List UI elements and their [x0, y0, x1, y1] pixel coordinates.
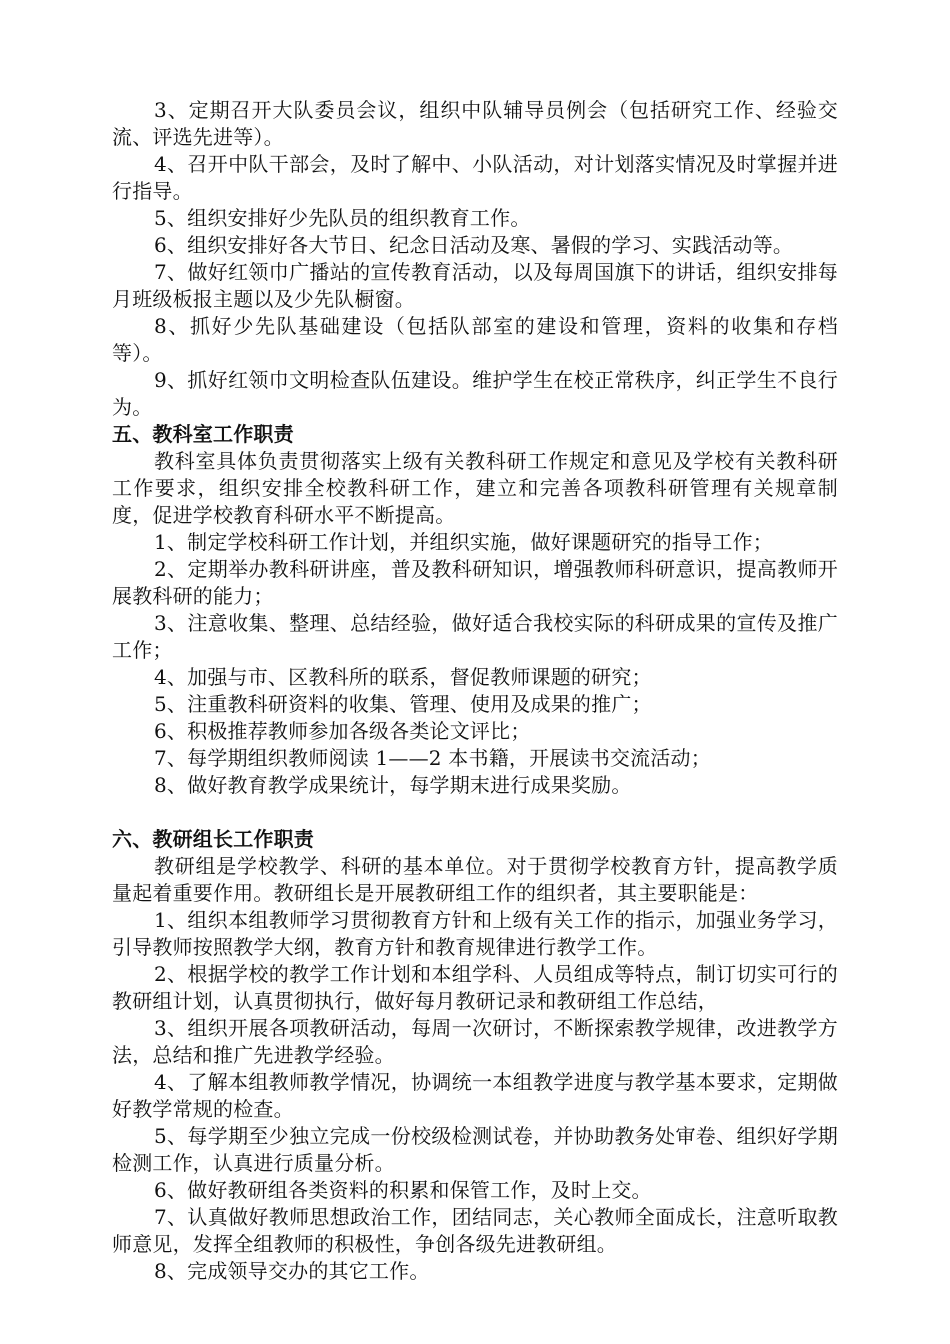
section-heading: 五、教科室工作职责 — [112, 422, 294, 446]
list-item: 1、组织本组教师学习贯彻教育方针和上级有关工作的指示，加强业务学习，引导教师按照教学大纲，教育方针和教育规律进行教学工作。 — [112, 908, 838, 959]
list-item: 8、完成领导交办的其它工作。 — [154, 1259, 430, 1283]
list-item: 6、组织安排好各大节日、纪念日活动及寒、暑假的学习、实践活动等。 — [154, 233, 794, 257]
list-item: 6、做好教研组各类资料的积累和保管工作，及时上交。 — [154, 1178, 652, 1202]
blank-line — [112, 799, 838, 826]
list-item: 3、定期召开大队委员会议，组织中队辅导员例会（包括研究工作、经验交流、评选先进等）。 — [112, 98, 838, 149]
list-item: 4、加强与市、区教科所的联系，督促教师课题的研究； — [154, 665, 652, 689]
list-item: 7、做好红领巾广播站的宣传教育活动，以及每周国旗下的讲话，组织安排每月班级板报主题以及少先队橱窗。 — [112, 260, 838, 311]
list-item: 3、组织开展各项教研活动，每周一次研讨，不断探索教学规律，改进教学方法，总结和推广先进教学经验。 — [112, 1016, 838, 1067]
list-item: 5、每学期至少独立完成一份校级检测试卷，并协助教务处审卷、组织好学期检测工作，认真进行质量分析。 — [112, 1124, 838, 1175]
list-item: 7、每学期组织教师阅读 1——2 本书籍，开展读书交流活动； — [154, 746, 711, 770]
list-item: 8、做好教育教学成果统计，每学期末进行成果奖励。 — [154, 773, 632, 797]
list-item: 2、定期举办教科研讲座，普及教科研知识，增强教师科研意识，提高教师开展教科研的能力； — [112, 557, 838, 608]
list-item: 4、召开中队干部会，及时了解中、小队活动，对计划落实情况及时掌握并进行指导。 — [112, 152, 838, 203]
section-heading: 六、教研组长工作职责 — [112, 827, 314, 851]
list-item: 9、抓好红领巾文明检查队伍建设。维护学生在校正常秩序，纠正学生不良行为。 — [112, 368, 838, 419]
document-body — [112, 97, 838, 1285]
list-item: 5、注重教科研资料的收集、管理、使用及成果的推广； — [154, 692, 652, 716]
list-item: 7、认真做好教师思想政治工作，团结同志，关心教师全面成长，注意听取教师意见，发挥全组教师的积极性，争创各级先进教研组。 — [112, 1205, 838, 1256]
section-intro: 教研组是学校教学、科研的基本单位。对于贯彻学校教育方针，提高教学质量起着重要作用。教研组长是开展教研组工作的组织者，其主要职能是： — [112, 854, 838, 905]
list-item: 2、根据学校的教学工作计划和本组学科、人员组成等特点，制订切实可行的教研组计划，认真贯彻执行，做好每月教研记录和教研组工作总结， — [112, 962, 838, 1013]
list-item: 1、制定学校科研工作计划，并组织实施，做好课题研究的指导工作； — [154, 530, 773, 554]
list-item: 3、注意收集、整理、总结经验，做好适合我校实际的科研成果的宣传及推广工作； — [112, 611, 838, 662]
list-item: 4、了解本组教师教学情况，协调统一本组教学进度与教学基本要求，定期做好教学常规的检查。 — [112, 1070, 838, 1121]
list-item: 6、积极推荐教师参加各级各类论文评比； — [154, 719, 531, 743]
list-item: 8、抓好少先队基础建设（包括队部室的建设和管理，资料的收集和存档等）。 — [112, 314, 838, 365]
section-intro: 教科室具体负责贯彻落实上级有关教科研工作规定和意见及学校有关教科研工作要求，组织安排全校教科研工作，建立和完善各项教科研管理有关规章制度，促进学校教育科研水平不断提高。 — [112, 449, 838, 527]
list-item: 5、组织安排好少先队员的组织教育工作。 — [154, 206, 531, 230]
